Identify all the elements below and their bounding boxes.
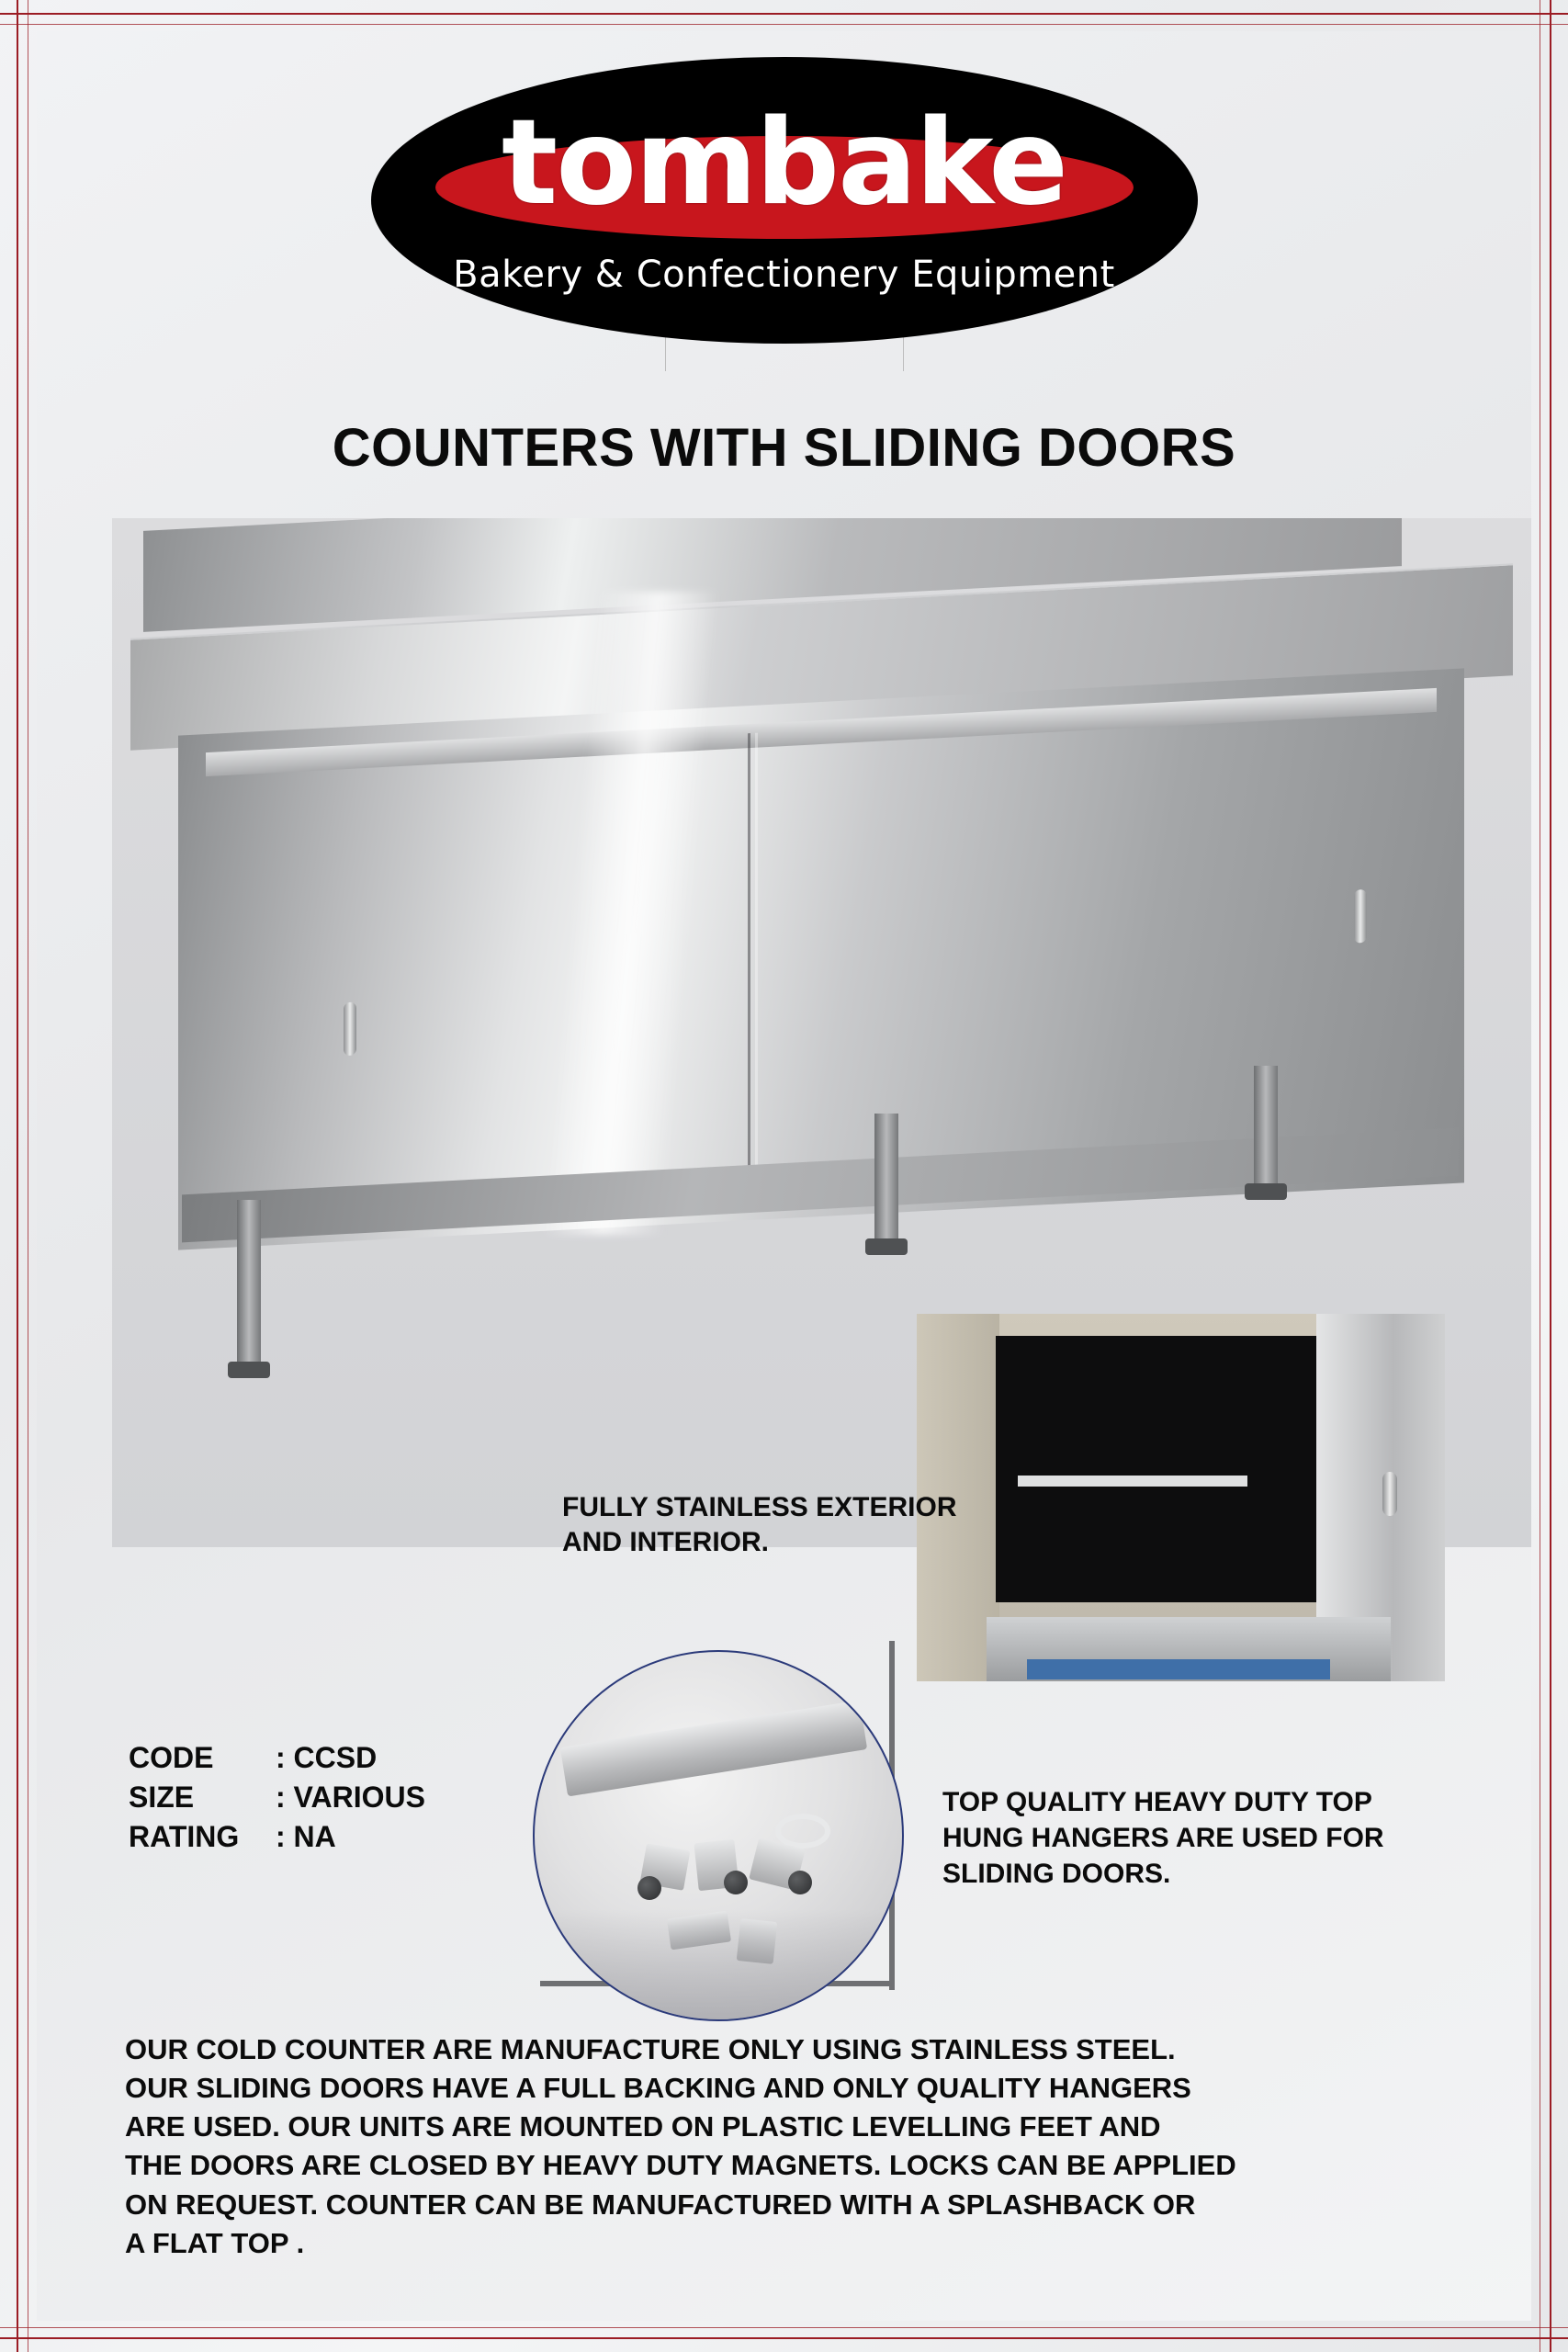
counter-leg-front-left [237,1200,261,1365]
spec-value-code: : CCSD [276,1741,378,1774]
hanger-wheel-2 [724,1871,748,1894]
spec-value-size: : VARIOUS [276,1780,425,1814]
border-line-bottom-outer [0,2337,1568,2339]
counter-leg-front-right [1254,1066,1278,1187]
spec-key-size: SIZE [129,1780,195,1814]
brand-logo [362,57,1207,351]
caption-hangers-line-1: TOP QUALITY HEAVY DUTY TOP [942,1787,1372,1817]
border-line-top-inner [0,24,1568,25]
interior-floor-strip [1027,1659,1330,1679]
hanger-track-bar [560,1701,867,1797]
levelling-foot-mid [865,1238,908,1255]
spec-row [129,1817,496,1857]
caption-stainless [562,1490,1077,1561]
interior-door-handle [1382,1472,1397,1516]
description-line-2: OUR SLIDING DOORS HAVE A FULL BACKING AND ONLY QUALITY HANGERS [125,2072,1191,2105]
hanger-wheel-1 [637,1876,661,1900]
brand-tagline: Bakery & Confectionery Equipment [453,254,1115,296]
spec-row [129,1778,496,1817]
description-line-4: THE DOORS ARE CLOSED BY HEAVY DUTY MAGNETS. LOCKS CAN BE APPLIED [125,2149,1236,2182]
levelling-foot-right [1245,1183,1287,1200]
border-line-bottom-inner [0,2327,1568,2328]
interior-shelf [1018,1476,1247,1487]
description-paragraph [125,2030,1484,2263]
sliding-door-seam [748,733,750,1193]
caption-stainless-line-1: FULLY STAINLESS EXTERIOR [562,1492,957,1522]
spec-table [129,1738,496,1857]
sliding-door-handle-left [344,1002,356,1057]
description-line-3: ARE USED. OUR UNITS ARE MOUNTED ON PLASTIC LEVELLING FEET AND [125,2110,1161,2143]
border-line-left-outer [17,0,18,2352]
counter-leg-front-mid [874,1114,898,1242]
sliding-door-seam-highlight [755,733,758,1193]
caption-hangers-line-3: SLIDING DOORS. [942,1859,1171,1889]
spec-key-rating: RATING [129,1819,240,1853]
spec-value-rating: : NA [276,1819,336,1853]
flyer-content-area [37,31,1531,2321]
description-line-5: ON REQUEST. COUNTER CAN BE MANUFACTURED WITH A SPLASHBACK OR [125,2188,1196,2221]
spec-row [129,1738,496,1778]
product-photo-hangers [533,1650,904,2021]
brand-name: tombake [502,95,1066,232]
description-line-6: A FLAT TOP . [125,2226,305,2259]
hanger-wheel-3 [788,1871,812,1894]
description-line-1: OUR COLD COUNTER ARE MANUFACTURE ONLY USING STAINLESS STEEL. [125,2033,1176,2065]
levelling-foot-left [228,1362,270,1378]
page-title: COUNTERS WITH SLIDING DOORS [332,418,1236,478]
hangers-photo-shadow [535,1909,902,2019]
border-line-top-outer [0,13,1568,15]
border-line-right-outer [1550,0,1551,2352]
caption-hangers [942,1784,1494,1892]
sliding-door-handle-right [1354,889,1367,944]
spec-key-code: CODE [129,1741,214,1774]
caption-stainless-line-2: AND INTERIOR. [562,1527,769,1558]
caption-hangers-line-2: HUNG HANGERS ARE USED FOR [942,1823,1384,1853]
